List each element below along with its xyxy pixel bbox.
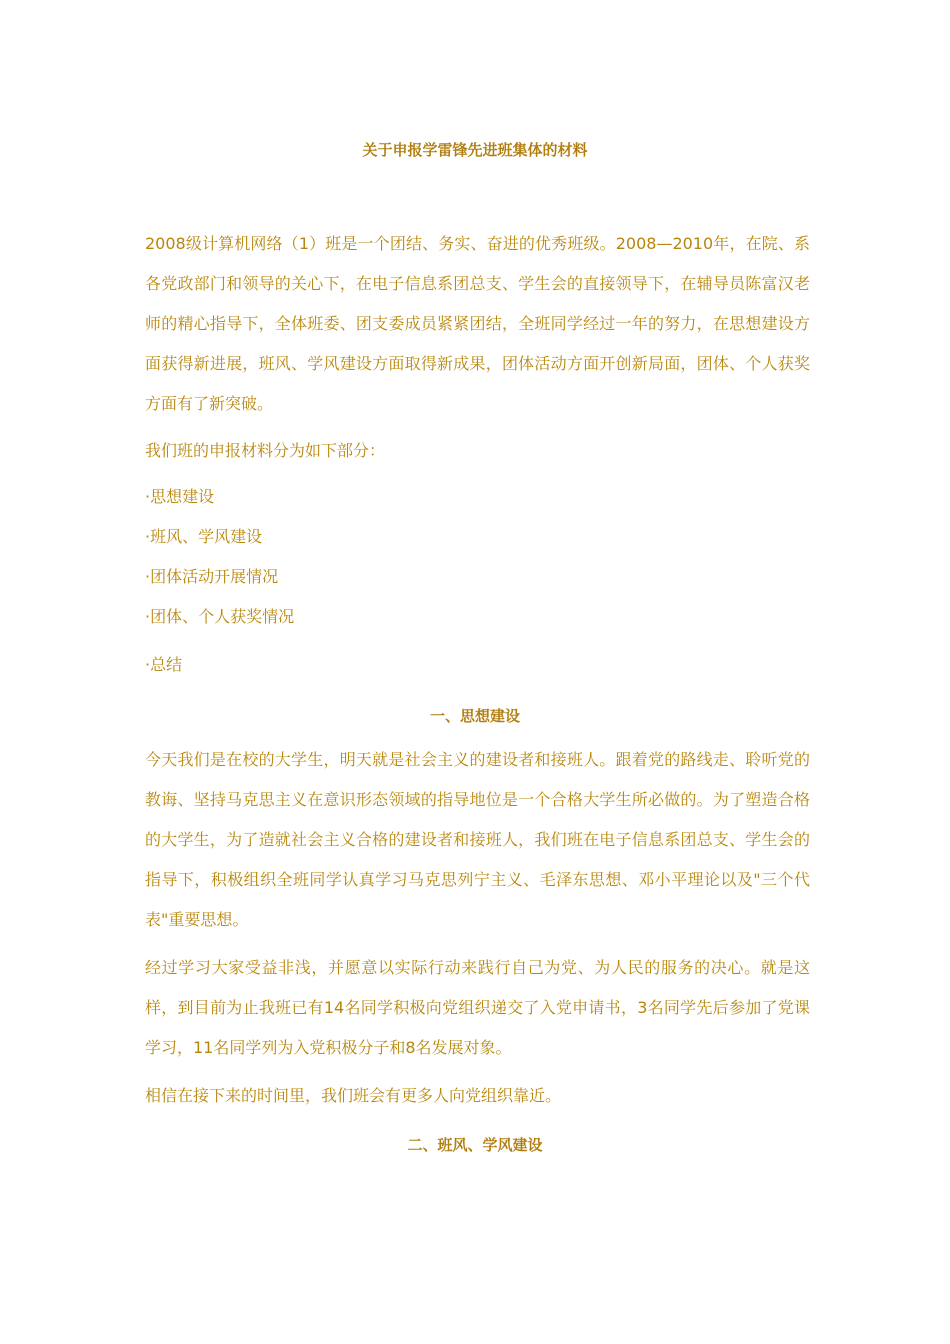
parts-intro: 我们班的申报材料分为如下部分： bbox=[145, 441, 386, 460]
section1-heading: 一、思想建设 bbox=[429, 707, 520, 725]
part-item-summary: ·总结 bbox=[145, 655, 183, 674]
part-item-class-style: ·班风、学风建设 bbox=[145, 527, 263, 546]
intro-paragraph: 2008级计算机网络（1）班是一个团结、务实、奋进的优秀班级。2008—2010年，在院、系各党政部门和领导的关心下，在电子信息系团总支、学生会的直接领导下，在辅导员陈富汉老师的精心指导下，全体班委、团支委成员紧紧团结，全班同学经过一年的努力，在思想建设方面获得新进展，班风、学风建设方面取得新成果，团体活动方面开创新局面，团体、个人获奖方面有了新突破。 bbox=[145, 234, 810, 413]
part-item-activities: ·团体活动开展情况 bbox=[145, 567, 279, 586]
part-item-awards: ·团体、个人获奖情况 bbox=[145, 607, 295, 626]
section2-heading: 二、班风、学风建设 bbox=[407, 1136, 543, 1154]
part-item-thought: ·思想建设 bbox=[145, 487, 215, 506]
section1-paragraph3: 相信在接下来的时间里，我们班会有更多人向党组织靠近。 bbox=[145, 1086, 562, 1105]
section1-paragraph2: 经过学习大家受益非浅，并愿意以实际行动来践行自己为党、为人民的服务的决心。就是这样，到目前为止我班已有14名同学积极向党组织递交了入党申请书，3名同学先后参加了党课学习，11名同学列为入党积极分子和8名发展对象。 bbox=[145, 958, 810, 1057]
document-title: 关于申报学雷锋先进班集体的材料 bbox=[362, 141, 588, 159]
section1-paragraph1: 今天我们是在校的大学生，明天就是社会主义的建设者和接班人。跟着党的路线走、聆听党的教诲、坚持马克思主义在意识形态领域的指导地位是一个合格大学生所必做的。为了塑造合格的大学生，为了造就社会主义合格的建设者和接班人，我们班在电子信息系团总支、学生会的指导下，积极组织全班同学认真学习马克思列宁主义、毛泽东思想、邓小平理论以及"三个代表"重要思想。 bbox=[145, 750, 810, 929]
